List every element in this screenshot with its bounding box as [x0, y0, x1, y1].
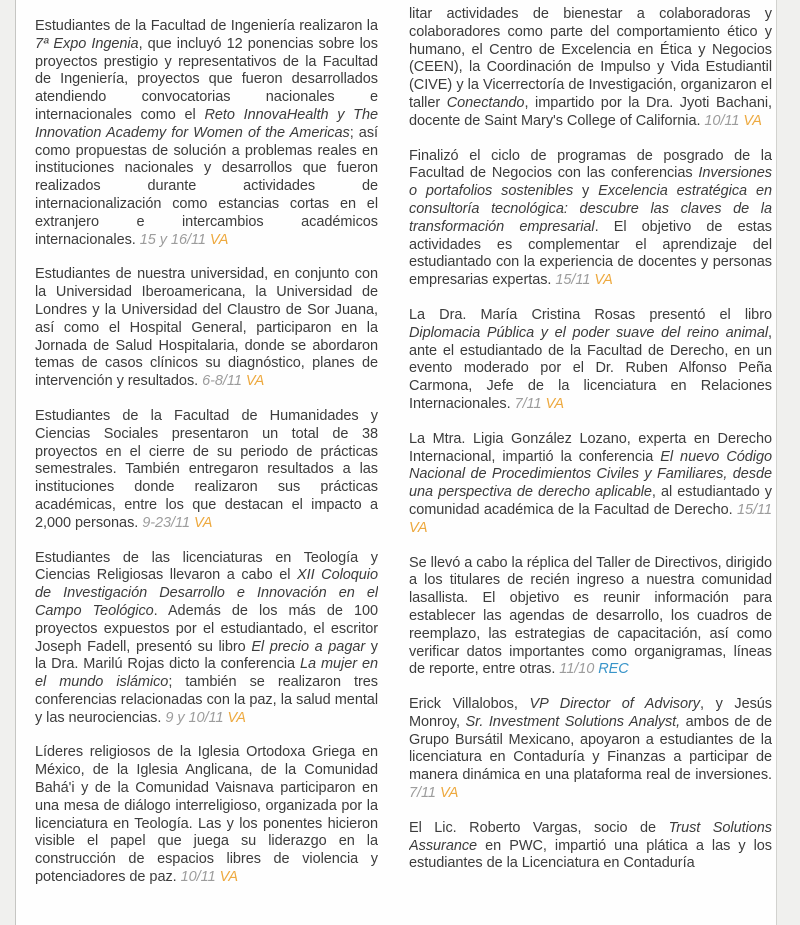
right-column [409, 6, 772, 925]
text-run: en PWC, impartió una plática a las y los estudiantes de la Licenciatura en Contaduría [409, 837, 772, 872]
paragraph [35, 744, 378, 886]
text-run: Finalizó el ciclo de programas de posgrado de la Facultad de Negocios con las conferencias [409, 147, 772, 182]
date-label: 7/11 [409, 785, 440, 802]
va-tag[interactable]: VA [545, 395, 564, 412]
text-run: Conectando [446, 94, 525, 111]
text-run: ; así como propuestas de solución a problemas reales en instituciones nacionales y desarrollos que fueron realizados durante actividades de internacionalización como estancias cortas en el extranjero e intercambios académicos internacionales. [35, 124, 378, 248]
text-run: Reto InnovaHealth y The Innovation Academy for Women of the Americas [35, 106, 378, 141]
date-label: 9 y 10/11 [165, 709, 228, 726]
va-tag[interactable]: VA [409, 519, 428, 536]
text-run: VP Director of Advisory [529, 696, 700, 713]
text-run: ; también se realizaron tres conferencias relacionadas con la paz, la salud mental y las neurociencias. [35, 674, 378, 726]
paragraph [35, 266, 378, 391]
text-run: Inversiones o portafolios sostenibles [409, 165, 772, 200]
text-run: Sr. Investment Solutions Analyst, [465, 713, 681, 730]
text-run: XII Coloquio de Investigación Desarrollo e Innovación en el Campo Teológico [35, 567, 378, 619]
paragraph [35, 550, 378, 728]
date-label: 11/10 [559, 661, 599, 678]
text-run: El precio a pagar [251, 638, 366, 655]
text-run: Erick Villalobos, [409, 696, 530, 713]
text-run: y [573, 183, 599, 200]
text-run: Líderes religiosos de la Iglesia Ortodoxa Griega en México, de la Iglesia Anglicana, de la Comunidad Bahá'i y de la Comunidad Vaisnava participaron en una mesa de diálogo interreligioso, organizada por la licenciatura en Teología. Las y los ponentes hicieron visible el papel que juega su liderazgo en la construcción de espacios libres de violencia y potenciadores de paz. [35, 744, 378, 886]
text-run: litar actividades de bienestar a colaboradoras y colaboradores como parte del comportamiento ético y humano, el Centro de Excelencia en Ética y Negocios (CEEN), la Coordinación de Impulso y Vida Estudiantil (CIVE) y la Vicerrectoría de Investigación, organizaron el taller [409, 6, 772, 111]
va-tag[interactable]: VA [743, 112, 762, 129]
paragraph [409, 148, 772, 290]
paragraph [409, 307, 772, 414]
date-label: 15/11 [555, 272, 595, 289]
left-column [35, 18, 378, 925]
date-label: 10/11 [704, 112, 744, 129]
text-run: , impartido por la Dra. Jyoti Bachani, docente de Saint Mary's College of California. [409, 94, 772, 129]
date-label: 15 y 16/11 [139, 231, 210, 248]
text-run: , que incluyó 12 ponencias sobre los proyectos prestigio y representativos de la Facultad de Ingeniería, proyectos que fueron desarrollados atendiendo convocatorias nacionales e internacionales como el [35, 35, 378, 123]
text-run: Se llevó a cabo la réplica del Taller de Directivos, dirigido a los titulares de recién ingreso a nuestra comunidad lasallista. El objetivo es reunir información para establecer las agendas de desarrollo, los cuadros de reemplazo, las estrategias de capacitación, así como verificar datos importantes como organigramas, líneas de reporte, entre otras. [409, 554, 772, 678]
paragraph [35, 18, 378, 249]
text-run: El Lic. Roberto Vargas, socio de [409, 819, 669, 836]
text-run: La mujer en el mundo islámico [35, 656, 378, 691]
date-label: 7/11 [514, 395, 546, 412]
text-run: 7ª Expo Ingenia [35, 35, 139, 52]
rec-tag[interactable]: REC [598, 661, 629, 678]
paragraph [409, 431, 772, 538]
date-label: 9-23/11 [142, 514, 194, 531]
va-tag[interactable]: VA [227, 709, 246, 726]
va-tag[interactable]: VA [193, 514, 213, 531]
va-tag[interactable]: VA [439, 785, 459, 802]
text-run: Estudiantes de la Facultad de Humanidades y Ciencias Sociales presentaron un total de 38 proyectos en el cierre de su periodo de prácticas semestrales. También entregaron resultados a las instituciones donde realizaron sus prácticas académicas, entre los que destacan el impacto a 2,000 personas. [35, 407, 378, 531]
text-run: ambos de de Grupo Bursátil Mexicano, apoyaron a estudiantes de la licenciatura en Contaduría y Finanzas a participar de manera dinámica en una plataforma real de inversiones. [409, 713, 772, 784]
paragraph [409, 820, 772, 873]
date-label: 6-8/11 [202, 373, 246, 390]
text-run: Estudiantes de la Facultad de Ingeniería realizaron la [35, 18, 378, 34]
va-tag[interactable]: VA [209, 231, 229, 248]
text-run: . Además de los más de 100 proyectos expuestos por el estudiantado, el escritor Joseph Fadell, presentó su libro [35, 602, 378, 655]
right-page-margin [776, 0, 800, 925]
text-run: y la Dra. Marilú Rojas dicto la conferencia [35, 638, 378, 673]
text-run: Excelencia estratégica en consultoría tecnológica: descubre las claves de la transformación empresarial [409, 183, 772, 235]
paragraph [409, 696, 772, 803]
va-tag[interactable]: VA [219, 869, 239, 886]
document-page [17, 0, 776, 925]
left-page-margin [0, 0, 16, 925]
date-label: 15/11 [737, 501, 772, 518]
va-tag[interactable]: VA [245, 373, 265, 390]
text-run: , al estudiantado y comunidad académica de la Facultad de Derecho. [409, 484, 772, 518]
text-run: , ante el estudiantado de la Facultad de Derecho, en un evento moderado por el Dr. Ruben Alfonso Peña Carmona, Jefe de la licenciatura en Relaciones Internacionales. [409, 324, 772, 412]
text-run: Diplomacia Pública y el poder suave del reino animal [409, 324, 769, 341]
text-run: , y Jesús Monroy, [409, 696, 772, 730]
text-run: Estudiantes de nuestra universidad, en conjunto con la Universidad Iberoamericana, la Universidad de Londres y la Universidad del Claustro de Sor Juana, así como el Hospital General, participaron en la Jornada de Salud Hospitalaria, donde se abordaron temas de casos clínicos su diagnóstico, planes de intervención y resultados. [35, 266, 378, 390]
va-tag[interactable]: VA [594, 272, 613, 289]
text-run: . El objetivo de estas actividades es complementar el aprendizaje del estudiantado con la experiencia de docentes y personas empresarias expertas. [409, 218, 772, 289]
text-run: La Dra. María Cristina Rosas presentó el libro [409, 306, 772, 323]
paragraph [409, 6, 772, 131]
text-run: Estudiantes de las licenciaturas en Teología y Ciencias Religiosas llevaron a cabo el [35, 549, 378, 584]
text-run: El nuevo Código Nacional de Procedimientos Civiles y Familiares, desde una perspectiva de derecho aplicable [409, 448, 772, 501]
text-run: La Mtra. Ligia González Lozano, experta en Derecho Internacional, impartió la conferencia [409, 430, 772, 465]
date-label: 10/11 [180, 869, 220, 886]
paragraph [35, 408, 378, 533]
paragraph [409, 555, 772, 680]
text-run: Trust Solutions Assurance [409, 819, 772, 854]
